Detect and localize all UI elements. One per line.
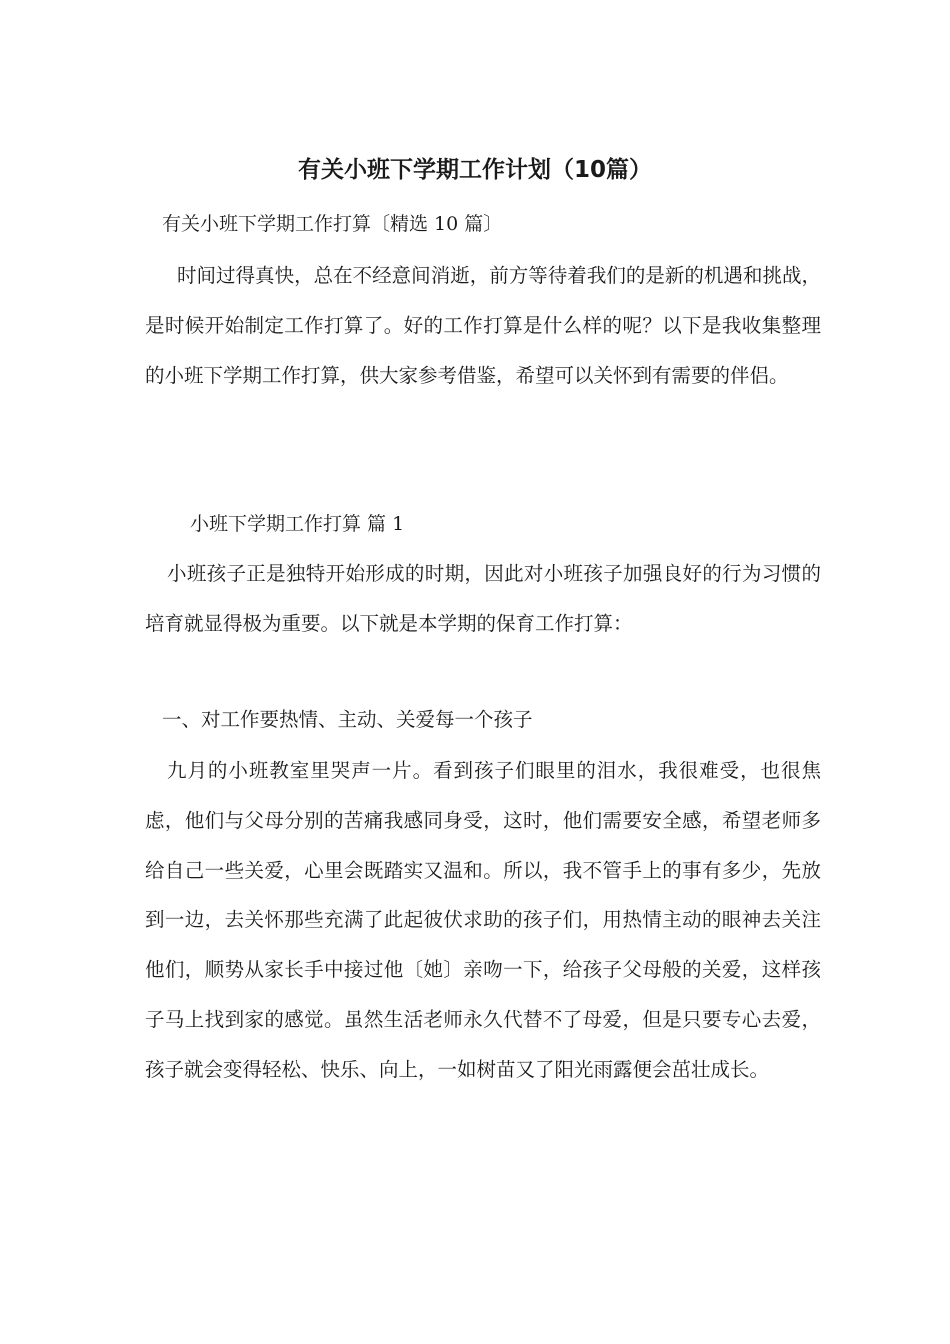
- document-subtitle: 有关小班下学期工作打算〔精选 10 篇〕: [162, 213, 503, 235]
- intro-paragraph: 时间过得真快，总在不经意间消逝，前方等待着我们的是新的机遇和挑战，是时候开始制定工作打算了。好的工作打算是什么样的呢？以下是我收集整理的小班下学期工作打算，供大家参考借鉴，希望可以关怀到有需要的伴侣。: [145, 264, 821, 387]
- section-paragraph: 小班孩子正是独特开始形成的时期，因此对小班孩子加强良好的行为习惯的培育就显得极为重要。以下就是本学期的保育工作打算：: [145, 562, 821, 635]
- sub-paragraph: 九月的小班教室里哭声一片。看到孩子们眼里的泪水，我很难受，也很焦虑，他们与父母分别的苦痛我感同身受，这时，他们需要安全感，希望老师多给自己一些关爱，心里会既踏实又温和。所以，我不管手上的事有多少，先放到一边，去关怀那些充满了此起彼伏求助的孩子们，用热情主动的眼神去关注他们，顺势从家长手中接过他〔她〕亲吻一下，给孩子父母般的关爱，这样孩子马上找到家的感觉。虽然生活老师永久代替不了母爱，但是只要专心去爱，孩子就会变得轻松、快乐、向上，一如树苗又了阳光雨露便会茁壮成长。: [145, 759, 821, 1081]
- section-heading: 小班下学期工作打算 篇 1: [190, 513, 405, 535]
- sub-heading: 一、对工作要热情、主动、关爱每一个孩子: [162, 708, 533, 731]
- document-title: 有关小班下学期工作计划（10篇）: [297, 157, 652, 183]
